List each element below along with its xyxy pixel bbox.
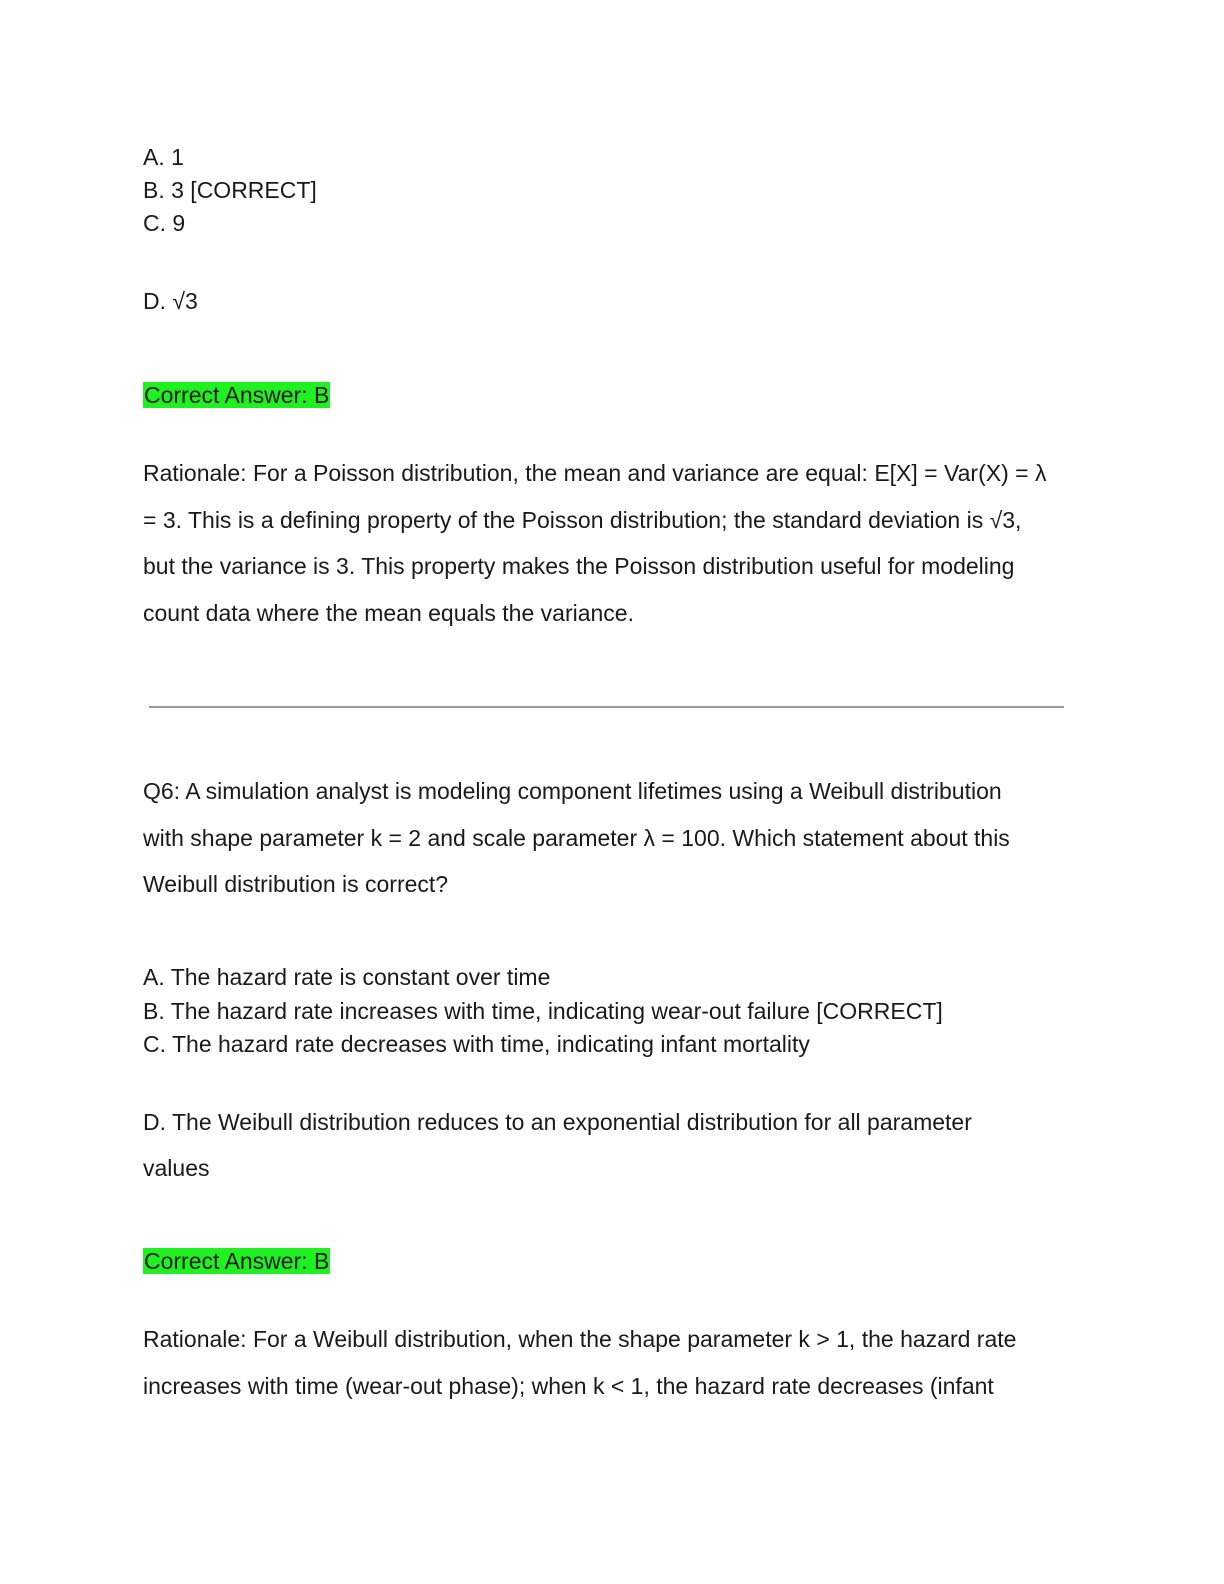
q6-question-line-3: Weibull distribution is correct? — [143, 871, 449, 897]
q6-option-a: A. The hazard rate is constant over time — [143, 964, 551, 990]
q6-question-line-1: Q6: A simulation analyst is modeling component lifetimes using a Weibull distribution — [143, 778, 1002, 804]
q6-question-line-2: with shape parameter k = 2 and scale parameter λ = 100. Which statement about this — [143, 825, 1010, 851]
q6-rationale-line-2: increases with time (wear-out phase); when k < 1, the hazard rate decreases (infant — [143, 1373, 994, 1399]
q5-rationale-line-2: = 3. This is a defining property of the Poisson distribution; the standard deviation is √3, — [143, 507, 1022, 533]
q6-option-d-line-2: values — [143, 1155, 210, 1181]
q5-option-d: D. √3 — [143, 288, 198, 314]
q5-option-a: A. 1 — [143, 144, 184, 170]
q6-option-c: C. The hazard rate decreases with time, indicating infant mortality — [143, 1031, 810, 1057]
q5-rationale-line-3: but the variance is 3. This property makes the Poisson distribution useful for modeling — [143, 553, 1015, 579]
q6-rationale-line-1: Rationale: For a Weibull distribution, when the shape parameter k > 1, the hazard rate — [143, 1326, 1017, 1352]
q5-option-c: C. 9 — [143, 210, 186, 236]
q6-correct-answer — [143, 1246, 330, 1276]
q5-rationale-line-1: Rationale: For a Poisson distribution, the mean and variance are equal: E[X] = Var(X) = λ — [143, 460, 1047, 486]
q5-correct-answer-highlight: Correct Answer: B — [144, 382, 330, 408]
q5-rationale-line-4: count data where the mean equals the variance. — [143, 600, 634, 626]
section-divider — [149, 706, 1064, 708]
q6-correct-answer-highlight: Correct Answer: B — [144, 1248, 330, 1274]
q5-option-b: B. 3 [CORRECT] — [143, 177, 317, 203]
q5-correct-answer — [143, 380, 330, 410]
q6-option-d-line-1: D. The Weibull distribution reduces to an exponential distribution for all parameter — [143, 1109, 972, 1135]
q6-option-b: B. The hazard rate increases with time, indicating wear-out failure [CORRECT] — [143, 998, 943, 1024]
